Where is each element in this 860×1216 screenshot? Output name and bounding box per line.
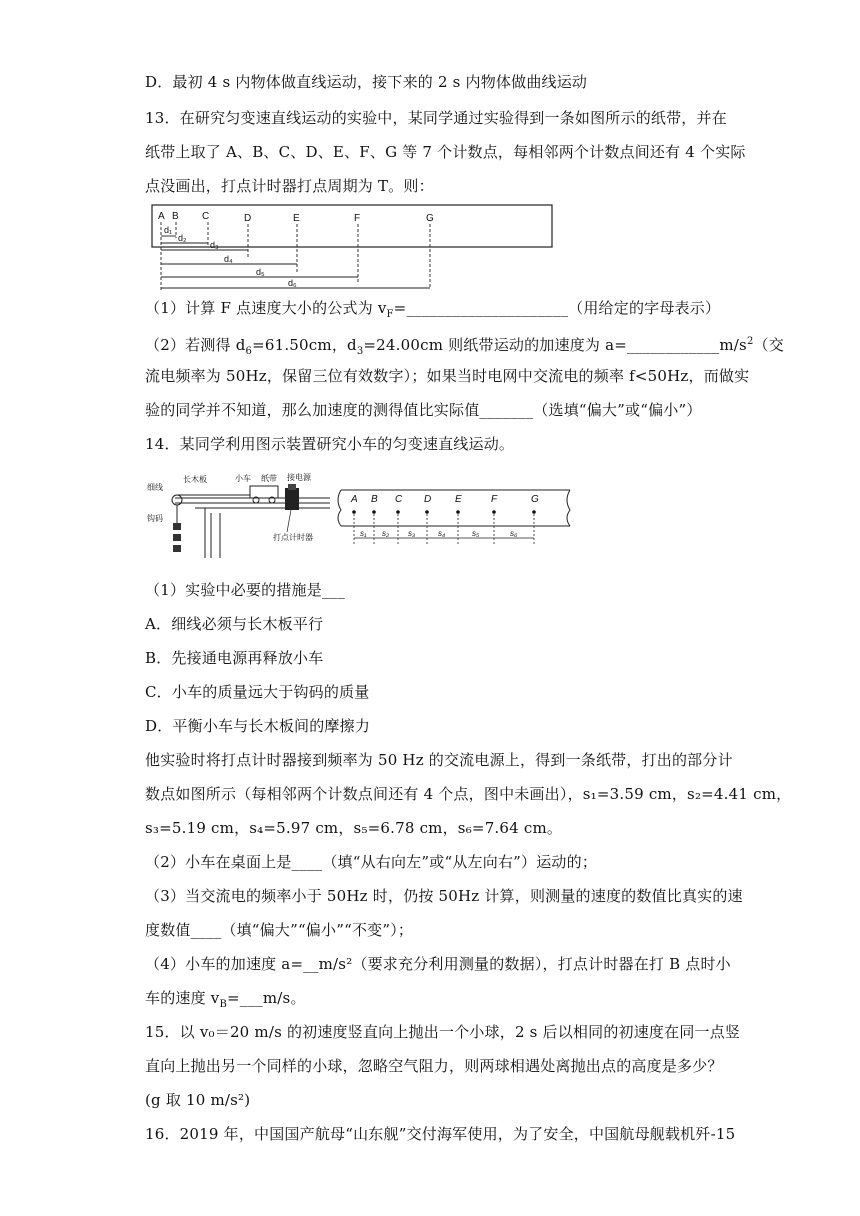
q14-part4-line2: 车的速度 $v_B=\_\_\_m/s$。 bbox=[145, 989, 306, 1010]
point-label-f: F bbox=[354, 213, 361, 224]
q15-line3: (g 取 10 m/s²) bbox=[145, 1091, 251, 1109]
label-weights: 钩码 bbox=[147, 514, 163, 523]
q16-line1: 16．2019 年，中国国产航母“山东舰”交付海军使用，为了安全，中国航母舰载机歼-15 bbox=[145, 1125, 736, 1143]
label-tape: 纸带 bbox=[261, 474, 277, 483]
q14-option-a: A．细线必须与长木板平行 bbox=[145, 615, 324, 633]
seg-label-s6: s₆ bbox=[510, 529, 518, 538]
q14-part3-line1: （3）当交流电的频率小于 50Hz 时，仍按 50Hz 计算，则测量的速度的数值比真实的速 bbox=[145, 887, 743, 905]
dim-label-d2: d₂ bbox=[178, 233, 187, 243]
q13-part1: （1）计算 F 点速度大小的公式为 $v_F=\_\_\_\_\_\_\_\_\_\_\_\_\_\_\_\_\_\_\_\_\_$（用给定的字母表示） bbox=[145, 299, 721, 320]
tape-point-labels bbox=[158, 211, 434, 224]
tape2-label-f: F bbox=[491, 494, 498, 505]
point-label-d: D bbox=[244, 213, 252, 224]
label-board: 长木板 bbox=[183, 475, 207, 484]
q15-line1: 15．以 v₀＝20 m/s 的初速度竖直向上抛出一个小球，2 s 后以相同的初速度在同一点竖 bbox=[145, 1023, 741, 1041]
label-string: 细线 bbox=[147, 483, 163, 492]
q13-part2: （2）若测得 $d_6=61.50cm$，$d_3=24.00cm$ 则纸带运动的加速度为 $a=\_\_\_\_\_\_\_\_\_\_\_\_m/s^2$（交 bbox=[145, 336, 784, 357]
dim-label-d1: d₁ bbox=[164, 225, 173, 235]
seg-label-s5: s₅ bbox=[472, 529, 480, 538]
point-label-g: G bbox=[426, 213, 434, 224]
dim-label-d4: d₄ bbox=[224, 254, 233, 264]
tape2-label-d: D bbox=[424, 494, 432, 505]
seg-label-s1: s₁ bbox=[360, 529, 367, 538]
q14-part2: （2）小车在桌面上是____（填“从右向左”或“从左向右”）运动的； bbox=[145, 853, 598, 871]
label-power: 接电源 bbox=[287, 473, 311, 482]
point-label-b: B bbox=[172, 211, 179, 222]
tape-figure-1 bbox=[148, 200, 558, 295]
q13-line3: 点没画出，打点计时器打点周期为 T。则： bbox=[145, 177, 434, 195]
tape2-label-c: C bbox=[395, 494, 403, 505]
q15-line2: 直向上抛出另一个同样的小球，忽略空气阻力，则两球相遇处离抛出点的高度是多少？ bbox=[145, 1057, 723, 1075]
tape2-label-b: B bbox=[371, 494, 378, 505]
q13-part2-line3: 验的同学并不知道，那么加速度的测得值比实际值_______（选填“偏大”或“偏小”） bbox=[145, 401, 702, 419]
seg-label-s4: s₄ bbox=[438, 529, 446, 538]
dim-label-d5: d₅ bbox=[256, 267, 265, 277]
dim-label-d3: d₃ bbox=[210, 240, 219, 250]
q14-option-c: C．小车的质量远大于钩码的质量 bbox=[145, 683, 370, 701]
apparatus-figure bbox=[145, 468, 575, 568]
q14-part4-line1: （4）小车的加速度 a=__m/s²（要求充分利用测量的数据），打点计时器在打 B 点时小 bbox=[145, 955, 731, 973]
point-label-e: E bbox=[293, 213, 300, 224]
q14-para-line2: 数点如图所示（每相邻两个计数点间还有 4 个点，图中未画出），s₁=3.59 cm，s₂=4.41 cm， bbox=[145, 785, 792, 803]
q14-para-line1: 他实验时将打点计时器接到频率为 50 Hz 的交流电源上，得到一条纸带，打出的部分计 bbox=[145, 751, 733, 769]
point-label-a: A bbox=[158, 211, 165, 222]
q13-line1: 13．在研究匀变速直线运动的实验中，某同学通过实验得到一条如图所示的纸带，并在 bbox=[145, 109, 727, 127]
option-d-prev: D．最初 4 s 内物体做直线运动，接下来的 2 s 内物体做曲线运动 bbox=[145, 73, 588, 91]
q14-option-d: D．平衡小车与长木板间的摩擦力 bbox=[145, 717, 371, 735]
q14-title: 14．某同学利用图示装置研究小车的匀变速直线运动。 bbox=[145, 435, 515, 453]
tape2-label-e: E bbox=[455, 494, 462, 505]
q13-line2: 纸带上取了 A、B、C、D、E、F、G 等 7 个计数点，每相邻两个计数点间还有 4 个实际 bbox=[145, 143, 746, 161]
tape2-label-a: A bbox=[351, 494, 358, 505]
q13-part2-line2: 流电频率为 50Hz，保留三位有效数字）；如果当时电网中交流电的频率 f<50Hz，而做实 bbox=[145, 367, 750, 385]
label-cart: 小车 bbox=[235, 474, 251, 483]
q14-part1: （1）实验中必要的措施是___ bbox=[145, 581, 346, 599]
label-timer: 打点计时器 bbox=[273, 533, 313, 542]
tape2-label-g: G bbox=[531, 494, 539, 505]
seg-label-s2: s₂ bbox=[382, 529, 390, 538]
q14-para-line3: s₃=5.19 cm，s₄=5.97 cm，s₅=6.78 cm，s₆=7.64 cm。 bbox=[145, 819, 563, 837]
seg-label-s3: s₃ bbox=[408, 529, 416, 538]
point-label-c: C bbox=[202, 211, 210, 222]
q14-part3-line2: 度数值____（填“偏大”“偏小”“不变”）； bbox=[145, 921, 414, 939]
dim-label-d6: d₆ bbox=[288, 278, 297, 288]
q14-option-b: B．先接通电源再释放小车 bbox=[145, 649, 324, 667]
